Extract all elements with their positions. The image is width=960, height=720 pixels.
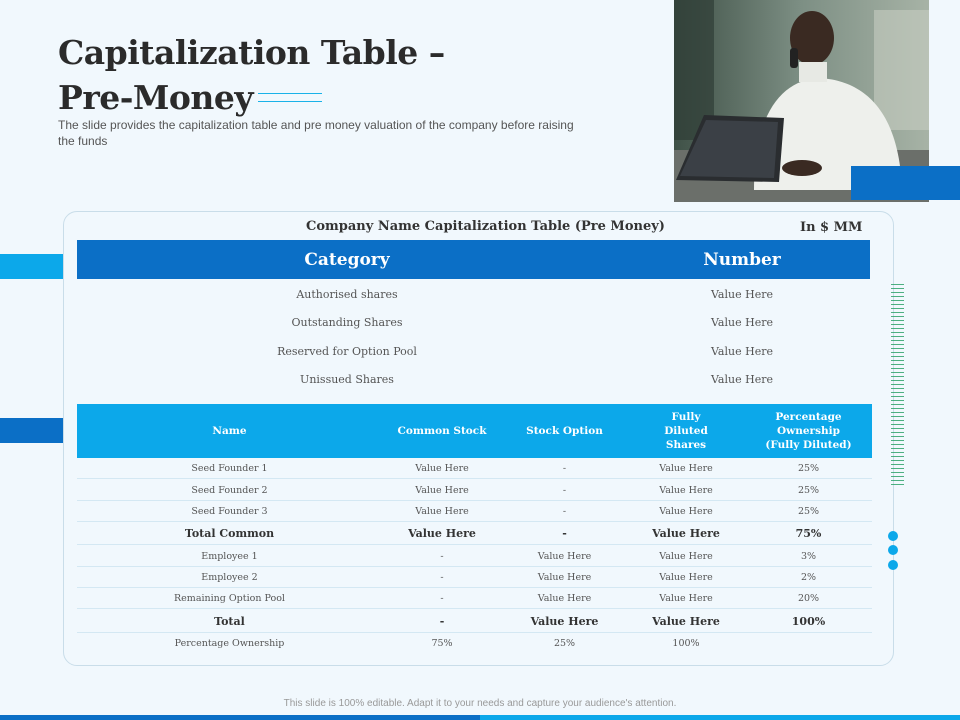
stock-option-cell: -	[562, 527, 567, 540]
number-cell: Value Here	[711, 345, 773, 358]
decorative-lines	[891, 284, 904, 486]
title-accent-lines	[258, 93, 322, 102]
fully-diluted-cell: Value Here	[659, 506, 713, 517]
bottom-bar-light	[480, 715, 960, 720]
common-stock-cell: Value Here	[415, 485, 469, 496]
photo-accent-block	[851, 166, 960, 200]
decorative-dot	[888, 560, 898, 570]
name-cell: Total Common	[184, 527, 275, 540]
percentage-cell: 25%	[797, 506, 820, 517]
fully-diluted-cell: Value Here	[659, 463, 713, 474]
fully-diluted-cell: Value Here	[659, 572, 713, 583]
percentage-cell: 25%	[797, 463, 820, 474]
category-cell: Authorised shares	[296, 288, 398, 301]
name-cell: Percentage Ownership	[174, 638, 285, 649]
header-number: Number	[703, 250, 781, 270]
decorative-dot	[888, 545, 898, 555]
name-cell: Remaining Option Pool	[174, 593, 285, 604]
ownership-table-header	[77, 404, 872, 458]
table-row	[77, 337, 870, 365]
header-name: Name	[212, 425, 247, 437]
header-percentage: Percentage Ownership (Fully Diluted)	[765, 411, 852, 451]
table-row	[77, 588, 872, 609]
stock-option-cell: Value Here	[537, 572, 592, 583]
bottom-bar-dark	[0, 715, 480, 720]
percentage-cell: 25%	[797, 485, 820, 496]
fully-diluted-cell: Value Here	[659, 593, 713, 604]
slide-title	[58, 30, 445, 120]
decorative-dot	[888, 531, 898, 541]
common-stock-cell: 75%	[431, 638, 453, 649]
number-cell: Value Here	[711, 288, 773, 301]
fully-diluted-cell: Value Here	[659, 551, 713, 562]
total-common-row	[77, 522, 872, 545]
fully-diluted-cell: 100%	[672, 638, 700, 649]
stock-option-cell: Value Here	[530, 615, 599, 628]
header-category: Category	[304, 250, 390, 270]
common-stock-cell: -	[440, 572, 444, 583]
number-cell: Value Here	[711, 373, 773, 386]
table-row	[77, 458, 872, 479]
stock-option-cell: Value Here	[537, 593, 592, 604]
percentage-cell: 75%	[795, 527, 822, 540]
common-stock-cell: -	[440, 551, 444, 562]
fully-diluted-cell: Value Here	[652, 527, 720, 540]
table-row	[77, 501, 872, 522]
title-line-1: Capitalization Table –	[58, 33, 445, 72]
percentage-cell: 2%	[800, 572, 817, 583]
percentage-cell: 20%	[797, 593, 820, 604]
common-stock-cell: -	[439, 615, 445, 628]
name-cell: Seed Founder 2	[191, 485, 268, 496]
header-stock-option: Stock Option	[526, 425, 603, 437]
common-stock-cell: Value Here	[415, 463, 469, 474]
category-cell: Outstanding Shares	[291, 316, 403, 329]
fully-diluted-cell: Value Here	[652, 615, 720, 628]
table-row	[77, 546, 872, 567]
number-cell: Value Here	[711, 316, 773, 329]
name-cell: Seed Founder 1	[191, 463, 268, 474]
slide-subtitle: The slide provides the capitalization table and pre money valuation of the company before raising the funds	[58, 118, 574, 148]
stock-option-cell: Value Here	[537, 551, 592, 562]
common-stock-cell: Value Here	[408, 527, 476, 540]
name-cell: Seed Founder 3	[191, 506, 268, 517]
stock-option-cell: -	[562, 506, 567, 517]
table-row	[77, 308, 870, 336]
header-common-stock: Common Stock	[397, 425, 487, 437]
name-cell: Total	[214, 615, 245, 628]
stock-option-cell: 25%	[553, 638, 576, 649]
footer-note: This slide is 100% editable. Adapt it to your needs and capture your audience's attention.	[283, 698, 677, 709]
category-cell: Unissued Shares	[300, 373, 394, 386]
category-table-header	[77, 240, 870, 279]
name-cell: Employee 2	[201, 572, 258, 583]
common-stock-cell: -	[440, 593, 444, 604]
table-row	[77, 280, 870, 308]
stock-option-cell: -	[562, 463, 567, 474]
total-row	[77, 610, 872, 633]
table-unit: In $ MM	[800, 220, 863, 235]
percentage-cell: 100%	[791, 615, 826, 628]
common-stock-cell: Value Here	[415, 506, 469, 517]
percentage-cell: 3%	[800, 551, 817, 562]
header-fully-diluted: Fully Diluted Shares	[664, 411, 708, 451]
name-cell: Employee 1	[201, 551, 258, 562]
table-row	[77, 567, 872, 588]
table-title: Company Name Capitalization Table (Pre Money)	[306, 219, 665, 234]
table-row	[77, 480, 872, 501]
stock-option-cell: -	[562, 485, 567, 496]
category-cell: Reserved for Option Pool	[277, 345, 417, 358]
percentage-ownership-row	[77, 633, 872, 654]
title-line-2: Pre-Money	[58, 78, 254, 117]
table-row	[77, 365, 870, 393]
fully-diluted-cell: Value Here	[659, 485, 713, 496]
